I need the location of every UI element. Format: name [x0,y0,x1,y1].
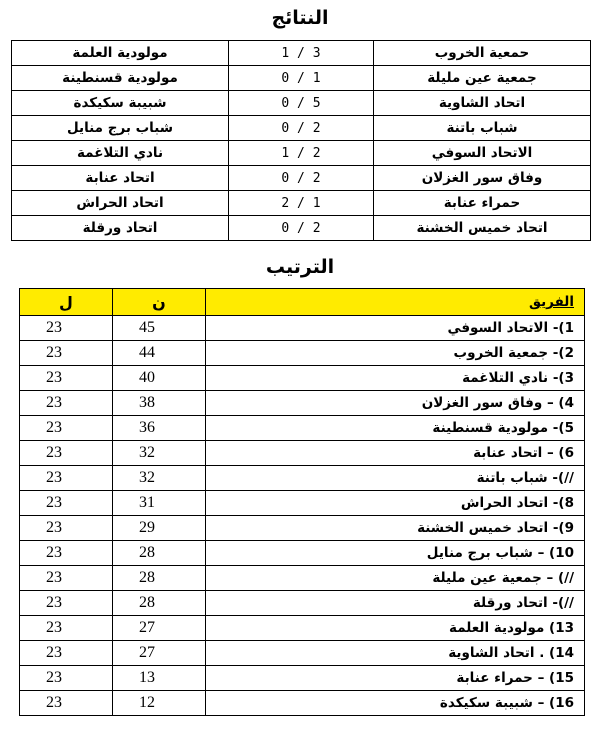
played-cell: 23 [20,416,113,441]
match-score: 1 / 3 [228,41,373,66]
points-cell: 28 [113,566,206,591]
standings-row [20,616,585,641]
played-cell: 23 [20,316,113,341]
standings-row [20,341,585,366]
points-cell: 13 [113,666,206,691]
home-team: اتحاد خميس الخشنة [373,216,590,241]
standings-row [20,516,585,541]
home-team: حمراء عنابة [373,191,590,216]
played-cell: 23 [20,566,113,591]
away-team: مولودية قسنطينة [12,66,229,91]
standings-row [20,391,585,416]
played-cell: 23 [20,366,113,391]
points-cell: 45 [113,316,206,341]
match-row [12,91,591,116]
played-cell: 23 [20,441,113,466]
team-column-header: الفريق [206,289,585,316]
team-cell: //)- شباب باتنة [206,466,585,491]
points-cell: 36 [113,416,206,441]
match-row [12,66,591,91]
team-cell: //)- اتحاد ورقلة [206,591,585,616]
home-team: الاتحاد السوفي [373,141,590,166]
match-score: 0 / 5 [228,91,373,116]
home-team: شباب باتنة [373,116,590,141]
team-cell: 1)- الاتحاد السوفي [206,316,585,341]
team-cell: 15) – حمراء عنابة [206,666,585,691]
played-cell: 23 [20,666,113,691]
played-cell: 23 [20,341,113,366]
team-cell: 8)- اتحاد الحراش [206,491,585,516]
team-cell: 4) – وفاق سور الغزلان [206,391,585,416]
match-score: 0 / 2 [228,166,373,191]
away-team: مولودية العلمة [12,41,229,66]
points-cell: 12 [113,691,206,716]
match-row [12,141,591,166]
team-cell: 16) – شبيبة سكيكدة [206,691,585,716]
match-score: 0 / 2 [228,116,373,141]
played-cell: 23 [20,466,113,491]
results-table [11,40,591,241]
team-cell: //) – جمعية عين مليلة [206,566,585,591]
standings-header-row [20,289,585,316]
played-cell: 23 [20,616,113,641]
team-cell: 6) – اتحاد عنابة [206,441,585,466]
home-team: اتحاد الشاوية [373,91,590,116]
points-cell: 44 [113,341,206,366]
points-cell: 40 [113,366,206,391]
away-team: شباب برج منايل [12,116,229,141]
points-cell: 28 [113,591,206,616]
played-cell: 23 [20,641,113,666]
points-cell: 38 [113,391,206,416]
team-cell: 5)- مولودية قسنطينة [206,416,585,441]
team-cell: 2)- جمعية الخروب [206,341,585,366]
match-row [12,116,591,141]
away-team: اتحاد الحراش [12,191,229,216]
team-cell: 14) . اتحاد الشاوية [206,641,585,666]
match-score: 0 / 2 [228,216,373,241]
match-score: 1 / 2 [228,141,373,166]
played-column-header: ل [20,289,113,316]
away-team: اتحاد ورقلة [12,216,229,241]
played-cell: 23 [20,491,113,516]
played-cell: 23 [20,541,113,566]
home-team: حمعية الخروب [373,41,590,66]
points-cell: 32 [113,441,206,466]
points-cell: 31 [113,491,206,516]
match-row [12,191,591,216]
played-cell: 23 [20,516,113,541]
home-team: وفاق سور الغزلان [373,166,590,191]
away-team: نادي التلاغمة [12,141,229,166]
team-cell: 13) مولودية العلمة [206,616,585,641]
away-team: اتحاد عنابة [12,166,229,191]
points-cell: 29 [113,516,206,541]
standings-row [20,491,585,516]
team-cell: 9)- اتحاد خميس الخشنة [206,516,585,541]
standings-row [20,666,585,691]
standings-row [20,691,585,716]
points-cell: 27 [113,641,206,666]
team-cell: 3)- نادي التلاغمة [206,366,585,391]
away-team: شبيبة سكيكدة [12,91,229,116]
results-title: النتائج [271,7,329,29]
home-team: جمعية عين مليلة [373,66,590,91]
standings-row [20,591,585,616]
standings-row [20,566,585,591]
played-cell: 23 [20,591,113,616]
standings-row [20,466,585,491]
points-column-header: ن [113,289,206,316]
points-cell: 27 [113,616,206,641]
match-row [12,216,591,241]
match-score: 0 / 1 [228,66,373,91]
standings-row [20,441,585,466]
played-cell: 23 [20,691,113,716]
standings-title: الترتيب [265,256,335,278]
match-row [12,41,591,66]
standings-row [20,366,585,391]
standings-row [20,316,585,341]
team-cell: 10) – شباب برج منايل [206,541,585,566]
standings-row [20,641,585,666]
points-cell: 28 [113,541,206,566]
standings-row [20,541,585,566]
match-row [12,166,591,191]
points-cell: 32 [113,466,206,491]
standings-table [19,288,585,716]
match-score: 2 / 1 [228,191,373,216]
standings-row [20,416,585,441]
played-cell: 23 [20,391,113,416]
